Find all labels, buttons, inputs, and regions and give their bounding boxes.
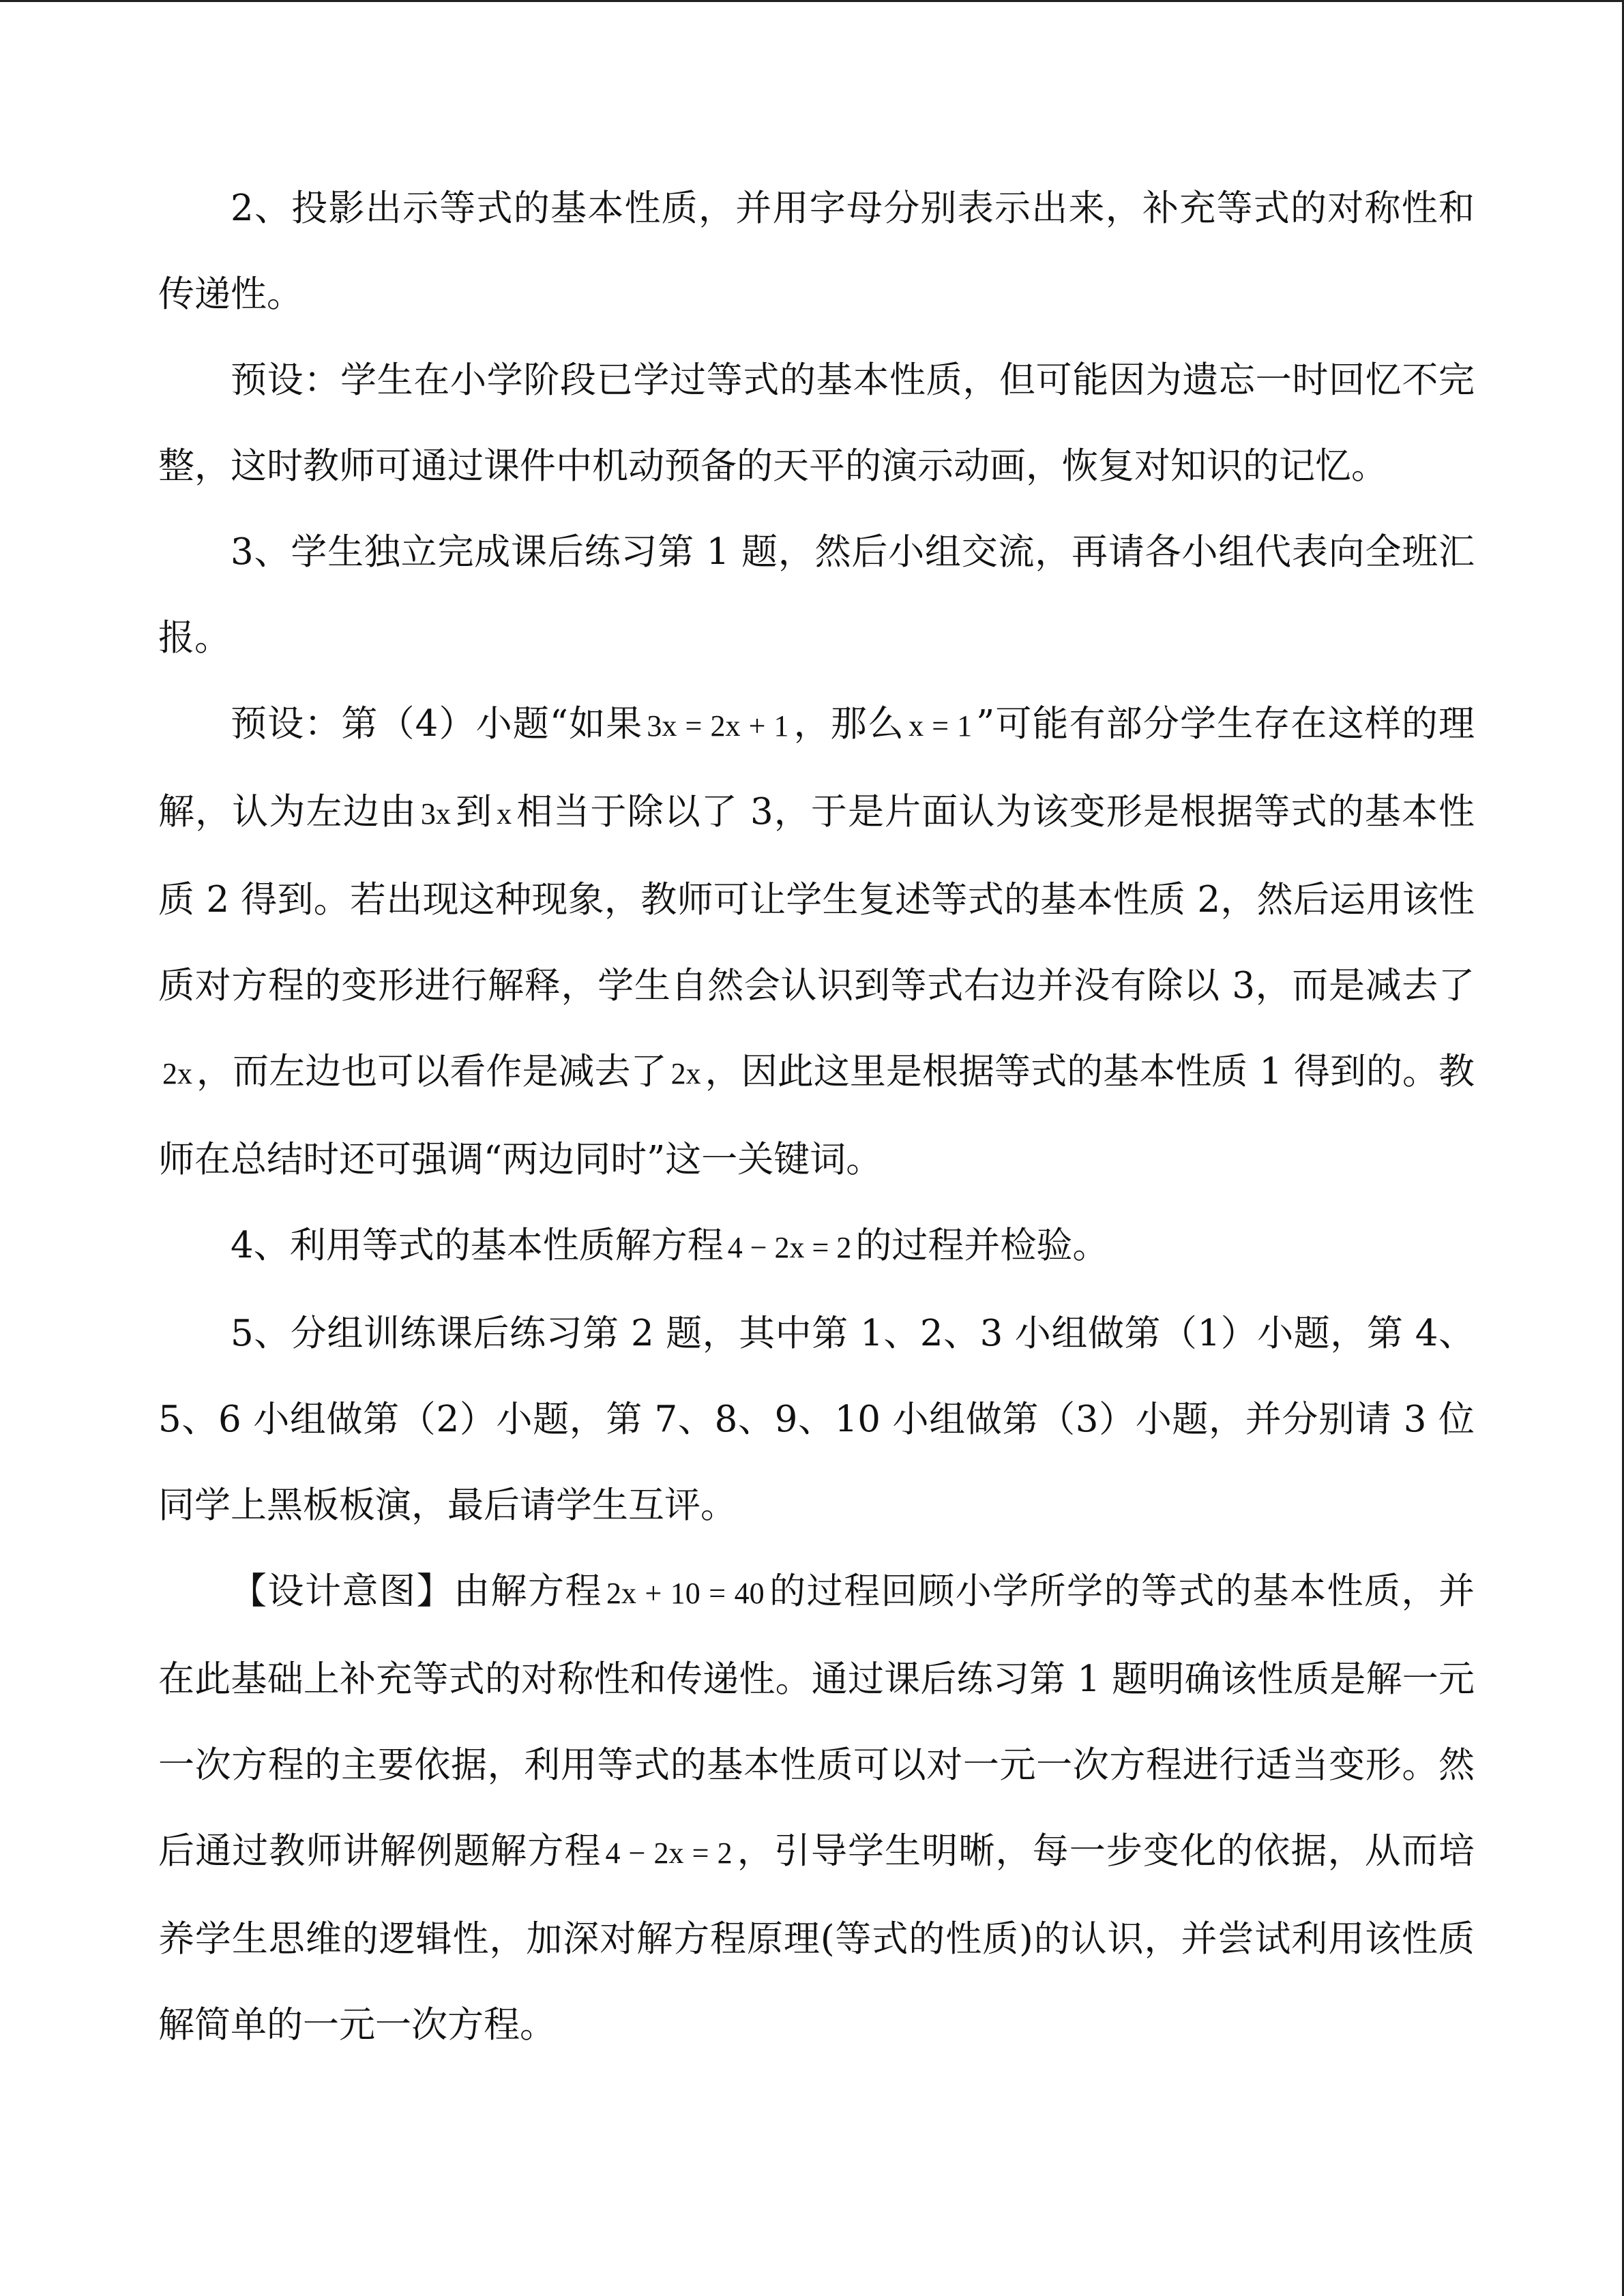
math-expression: x = 1 — [909, 709, 973, 743]
text-segment: 到 — [454, 791, 493, 833]
paragraph-preset-2 — [158, 681, 1475, 1203]
text-segment: 预设：第（4）小题“如果 — [231, 703, 643, 745]
paragraph-step-3: 3、学生独立完成课后练习第 1 题，然后小组交流，再请各小组代表向全班汇报。 — [158, 531, 1475, 659]
math-expression: 2x — [670, 1057, 701, 1090]
paragraph-design-intent — [158, 1549, 1475, 2068]
text-segment: ，那么 — [793, 703, 905, 745]
text-segment: ，而左边也可以看作是减去了 — [196, 1051, 667, 1092]
text-segment: 相当于除以了 3，于是片面认为该变形是根据等式的基本性质 2 得到。若出现这种现象，教师可让学生复述等式的基本性质 2，然后运用该性质对方程的变形进行解释，学生自然会认识到等式右边并没有除以 3，而是减去了 — [158, 791, 1475, 1007]
text-segment: ，引导学生明晰，每一步变化的依据，从而培养学生思维的逻辑性，加深对解方程原理(等式的性质)的认识，并尝试利用该性质解简单的一元一次方程。 — [158, 1830, 1475, 2046]
math-expression: 4 − 2x = 2 — [605, 1836, 733, 1870]
paragraph-step-4 — [158, 1203, 1475, 1291]
text-segment: ”可能有部分学生存在这样的理解，认为左边由 — [158, 703, 1475, 833]
math-expression: 2x — [162, 1057, 192, 1090]
text-segment: 的过程并检验。 — [855, 1225, 1109, 1266]
paragraph-step-2: 2、投影出示等式的基本性质，并用字母分别表示出来，补充等式的对称性和传递性。 — [158, 188, 1475, 315]
math-expression: 2x + 10 = 40 — [606, 1577, 765, 1610]
text-segment: 的过程回顾小学所学的等式的基本性质，并在此基础上补充等式的对称性和传递性。通过课后练习第 1 题明确该性质是解一元一次方程的主要依据，利用等式的基本性质可以对一元一次方程进行适当变形。然后通过教师讲解例题解方程 — [158, 1570, 1475, 1872]
math-expression: x — [497, 797, 512, 831]
text-segment: ，因此这里是根据等式的基本性质 1 得到的。教师在总结时还可强调“两边同时”这一关键词。 — [158, 1051, 1475, 1180]
paragraph-step-5: 5、分组训练课后练习第 2 题，其中第 1、2、3 小组做第（1）小题，第 4、5、6 小组做第（2）小题，第 7、8、9、10 小组做第（3）小题，并分别请 3 位同学上黑板板演，最后请学生互评。 — [158, 1313, 1475, 1526]
math-expression: 3x = 2x + 1 — [647, 709, 789, 743]
paragraph-preset-1: 预设：学生在小学阶段已学过等式的基本性质，但可能因为遗忘一时回忆不完整，这时教师可通过课件中机动预备的天平的演示动画，恢复对知识的记忆。 — [158, 359, 1475, 487]
text-segment: 【设计意图】由解方程 — [231, 1570, 602, 1612]
text-segment: 4、利用等式的基本性质解方程 — [231, 1225, 724, 1266]
document-body — [158, 166, 1475, 2068]
math-expression: 3x — [420, 797, 451, 831]
math-expression: 4 − 2x = 2 — [727, 1231, 852, 1264]
